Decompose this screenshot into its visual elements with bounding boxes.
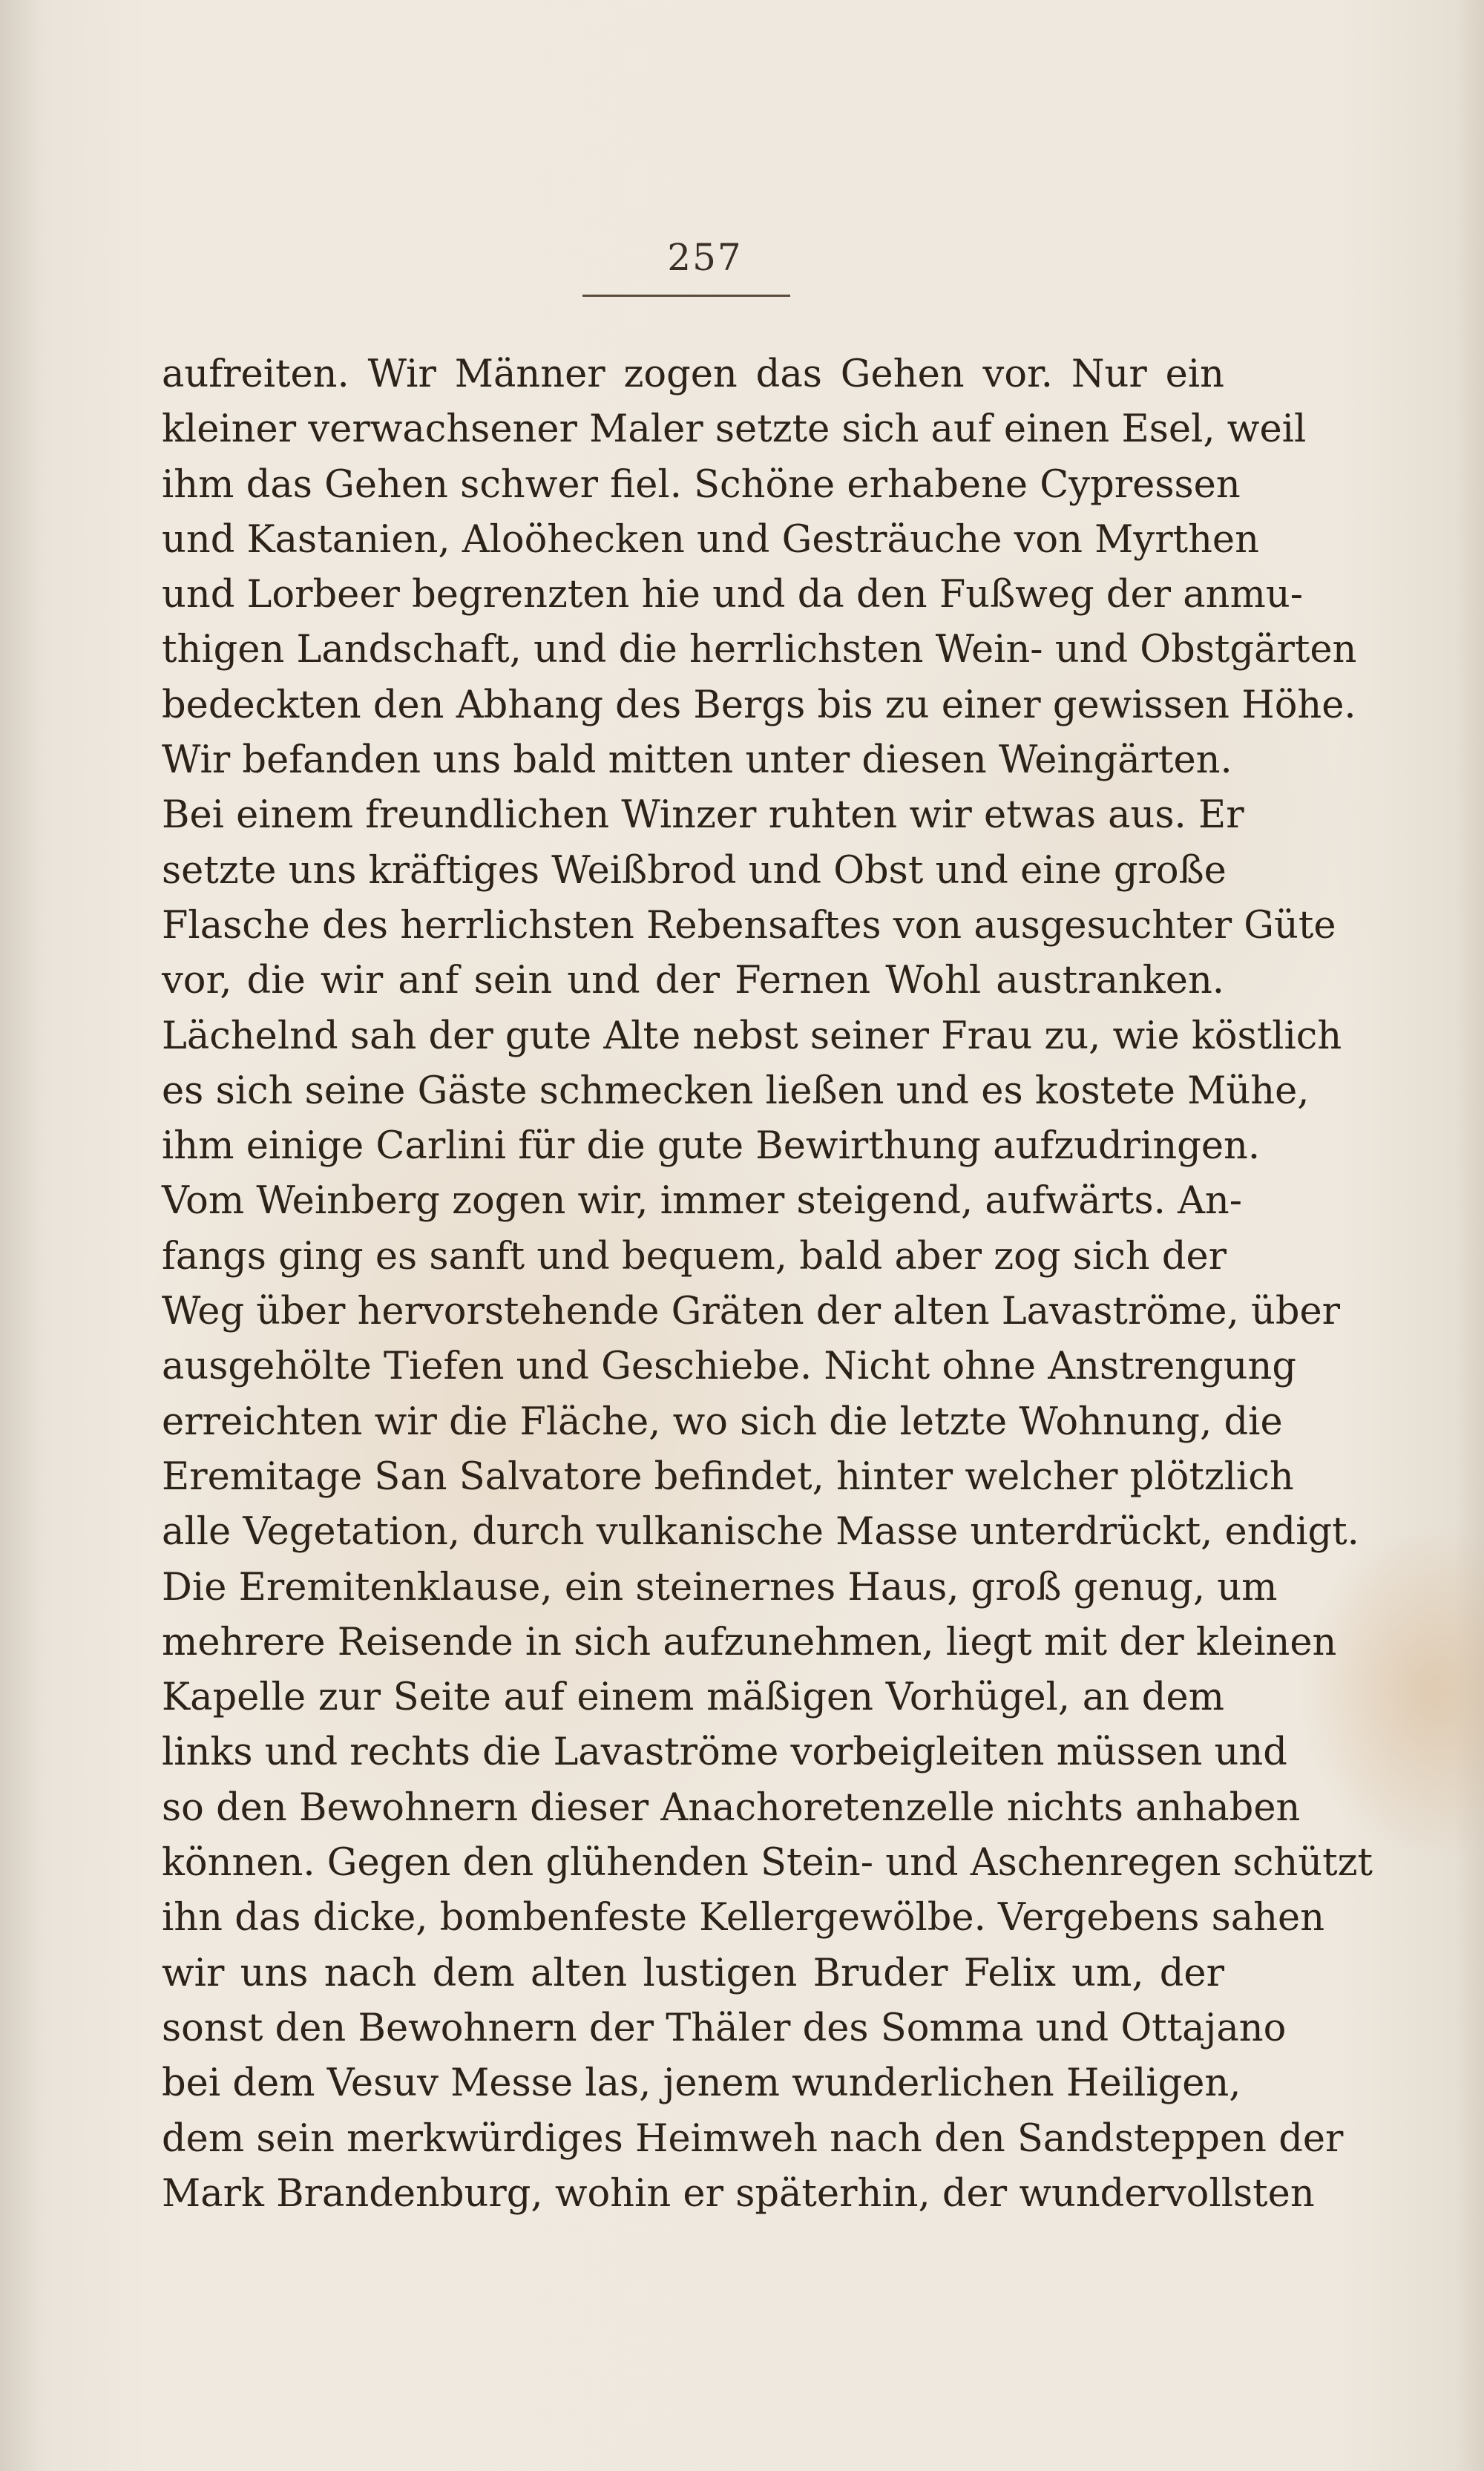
text-line: so den Bewohnern dieser Anachoretenzelle nichts anhaben (162, 1785, 1301, 1830)
text-line: alle Vegetation, durch vulkanische Masse unterdrückt, endigt. (162, 1510, 1359, 1555)
text-line: und Kastanien, Aloöhecken und Gesträuche von Myrthen (162, 517, 1259, 562)
text-line: ausgehölte Tiefen und Geschiebe. Nicht ohne Anstrengung (162, 1345, 1297, 1389)
text-line: ihm einige Carlini für die gute Bewirthung aufzudringen. (162, 1124, 1261, 1169)
text-line: bedeckten den Abhang des Bergs bis zu einer gewissen Höhe. (162, 683, 1356, 727)
text-line: thigen Landschaft, und die herrlichsten Wein- und Obstgärten (162, 628, 1357, 672)
text-line: bei dem Vesuv Messe las, jenem wunderlichen Heiligen, (162, 2061, 1241, 2106)
text-line: aufreiten. Wir Männer zogen das Gehen vor. Nur ein (162, 352, 1224, 396)
header-rule (582, 295, 790, 297)
text-line: Die Eremitenklause, ein steinernes Haus, groß genug, um (162, 1565, 1278, 1609)
text-line: ihn das dicke, bombenfeste Kellergewölbe. Vergebens sahen (162, 1896, 1325, 1940)
text-line: Eremitage San Salvatore befindet, hinter welcher plötzlich (162, 1454, 1294, 1499)
text-line: können. Gegen den glühenden Stein- und Aschenregen schützt (162, 1841, 1373, 1886)
text-line: Vom Weinberg zogen wir, immer steigend, aufwärts. An- (162, 1179, 1242, 1224)
text-line: Flasche des herrlichsten Rebensaftes von ausgesuchter Güte (162, 903, 1336, 948)
text-line: erreichten wir die Fläche, wo sich die letzte Wohnung, die (162, 1399, 1283, 1444)
text-line: setzte uns kräftiges Weißbrod und Obst und eine große (162, 848, 1227, 893)
text-line: Kapelle zur Seite auf einem mäßigen Vorhügel, an dem (162, 1676, 1224, 1720)
text-line: Mark Brandenburg, wohin er späterhin, der wundervollsten (162, 2171, 1315, 2216)
text-line: kleiner verwachsener Maler setzte sich auf einen Esel, weil (162, 407, 1307, 452)
text-line: und Lorbeer begrenzten hie und da den Fußweg der anmu- (162, 573, 1303, 617)
text-line: fangs ging es sanft und bequem, bald aber zog sich der (162, 1234, 1227, 1279)
text-line: links und rechts die Lavaströme vorbeigleiten müssen und (162, 1730, 1287, 1775)
text-line: vor, die wir anf sein und der Fernen Wohl austranken. (162, 959, 1224, 1003)
text-line: ihm das Gehen schwer fiel. Schöne erhabene Cypressen (162, 462, 1241, 507)
text-line: es sich seine Gäste schmecken ließen und es kostete Mühe, (162, 1069, 1310, 1113)
text-line: wir uns nach dem alten lustigen Bruder Felix um, der (162, 1951, 1224, 1995)
page-number: 257 (667, 236, 743, 279)
text-line: Bei einem freundlichen Winzer ruhten wir etwas aus. Er (162, 793, 1244, 838)
text-line: Lächelnd sah der gute Alte nebst seiner Frau zu, wie köstlich (162, 1014, 1342, 1058)
text-line: dem sein merkwürdiges Heimweh nach den Sandsteppen der (162, 2116, 1344, 2161)
text-line: Weg über hervorstehende Gräten der alten Lavaströme, über (162, 1290, 1341, 1334)
body-text (162, 347, 1373, 2222)
text-line: sonst den Bewohnern der Thäler des Somma und Ottajano (162, 2006, 1287, 2050)
text-line: mehrere Reisende in sich aufzunehmen, liegt mit der kleinen (162, 1620, 1337, 1664)
text-line: Wir befanden uns bald mitten unter diesen Weingärten. (162, 738, 1232, 783)
